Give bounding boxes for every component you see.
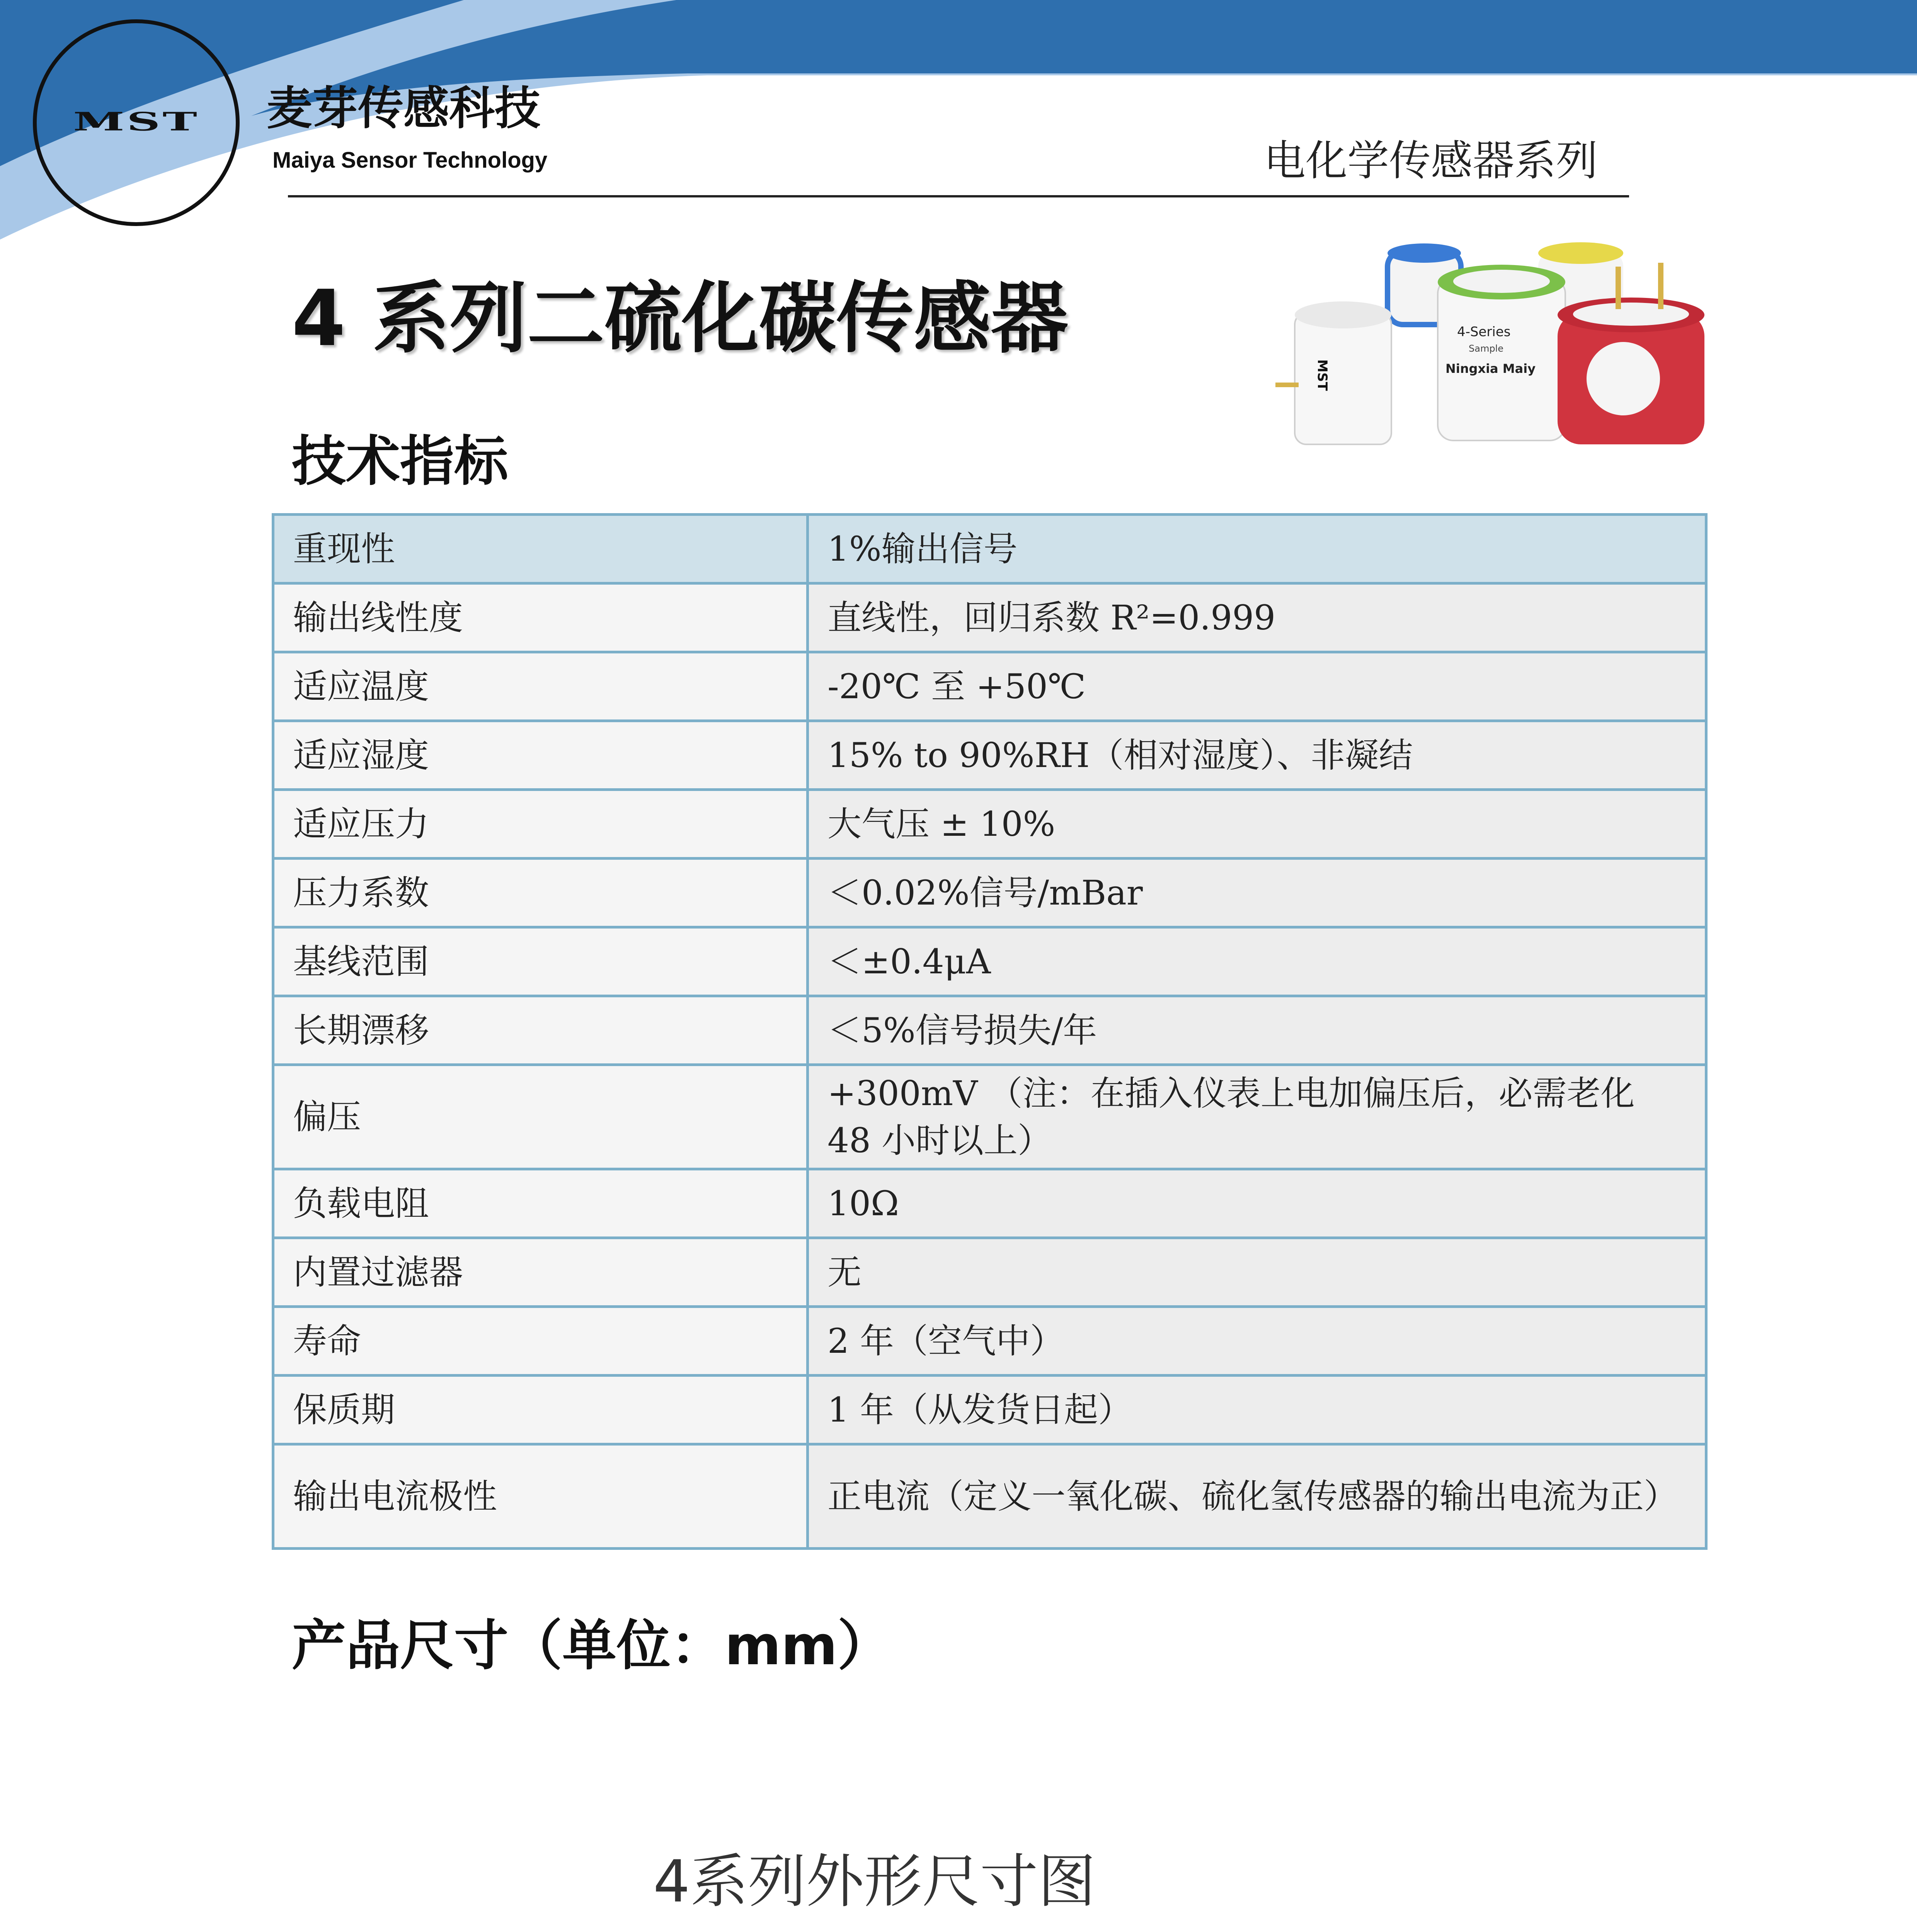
- spec-value: 2 年（空气中）: [808, 1307, 1706, 1376]
- table-row: [273, 721, 1706, 790]
- spec-key: 压力系数: [273, 859, 808, 927]
- table-row: [273, 1169, 1706, 1238]
- page-title: 4 系列二硫化碳传感器: [292, 274, 1068, 364]
- spec-key: 输出线性度: [273, 583, 808, 652]
- spec-value: ＜±0.4μA: [808, 927, 1706, 996]
- spec-value: 15% to 90%RH（相对湿度）、非凝结: [808, 721, 1706, 790]
- spec-key: 长期漂移: [273, 996, 808, 1065]
- spec-value: 10Ω: [808, 1169, 1706, 1238]
- spec-key: 保质期: [273, 1376, 808, 1444]
- spec-key: 适应湿度: [273, 721, 808, 790]
- spec-value: 大气压 ± 10%: [808, 790, 1706, 859]
- company-name-en: Maiya Sensor Technology: [272, 148, 548, 173]
- spec-value: 无: [808, 1238, 1706, 1307]
- spec-value: ＜0.02%信号/mBar: [808, 859, 1706, 927]
- specs-heading: 技术指标: [292, 430, 509, 493]
- table-row: [273, 515, 1706, 583]
- table-row: [273, 790, 1706, 859]
- drawing-title: 4系列外形尺寸图: [653, 1848, 1096, 1915]
- spec-key: 负载电阻: [273, 1169, 808, 1238]
- series-label: 电化学传感器系列: [1264, 137, 1598, 185]
- photo-label-series: 4-Series: [1457, 324, 1511, 340]
- spec-value: 1 年（从发货日起）: [808, 1376, 1706, 1444]
- spec-value: ＜5%信号损失/年: [808, 996, 1706, 1065]
- table-row: [273, 1238, 1706, 1307]
- spec-key: 内置过滤器: [273, 1238, 808, 1307]
- table-row: [273, 996, 1706, 1065]
- photo-label-mst: MST: [1314, 359, 1330, 391]
- photo-label-sample: Sample: [1469, 343, 1503, 354]
- spec-key: 基线范围: [273, 927, 808, 996]
- logo-mark: MST: [73, 106, 199, 137]
- dimension-drawing: [348, 1816, 1585, 1932]
- table-row: [273, 1307, 1706, 1376]
- spec-key: 寿命: [273, 1307, 808, 1376]
- spec-key: 适应压力: [273, 790, 808, 859]
- spec-value: 直线性，回归系数 R²=0.999: [808, 583, 1706, 652]
- spec-key: 适应温度: [273, 652, 808, 721]
- spec-key: 输出电流极性: [273, 1444, 808, 1549]
- product-photo: [1275, 236, 1751, 464]
- table-row: [273, 927, 1706, 996]
- table-row: [273, 583, 1706, 652]
- spec-table: [272, 513, 1708, 1550]
- dimensions-heading: 产品尺寸（单位：mm）: [292, 1614, 892, 1677]
- photo-label-ningxia: Ningxia Maiy: [1445, 361, 1536, 376]
- table-row: [273, 652, 1706, 721]
- table-row: [273, 1444, 1706, 1549]
- spec-key: 重现性: [273, 515, 808, 583]
- spec-value: +300mV （注：在插入仪表上电加偏压后，必需老化 48 小时以上）: [808, 1065, 1706, 1169]
- spec-value: 正电流（定义一氧化碳、硫化氢传感器的输出电流为正）: [808, 1444, 1706, 1549]
- header-divider: [288, 195, 1629, 197]
- spec-value: 1%输出信号: [808, 515, 1706, 583]
- table-row: [273, 1065, 1706, 1169]
- table-row: [273, 1376, 1706, 1444]
- spec-value: -20℃ 至 +50℃: [808, 652, 1706, 721]
- table-row: [273, 859, 1706, 927]
- spec-key: 偏压: [273, 1065, 808, 1169]
- company-name-cn: 麦芽传感科技: [267, 82, 541, 135]
